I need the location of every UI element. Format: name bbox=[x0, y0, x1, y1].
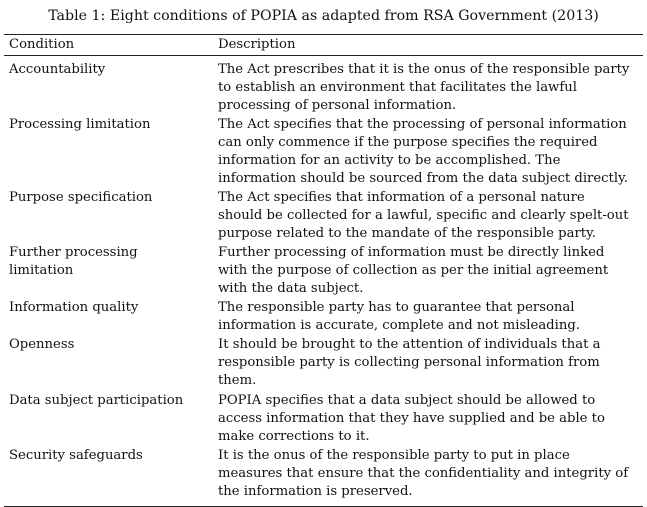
description-line: access information that they have supplied and be able to bbox=[218, 410, 605, 426]
description-line: to establish an environment that facilitates the lawful bbox=[218, 79, 577, 95]
table-caption: Table 1: Eight conditions of POPIA as adapted from RSA Government (2013) bbox=[48, 8, 599, 24]
description-cell bbox=[214, 336, 643, 390]
description-line: The Act specifies that information of a personal nature bbox=[218, 189, 585, 205]
header-condition: Condition bbox=[9, 37, 75, 52]
condition-line: Further processing bbox=[9, 245, 138, 261]
popia-conditions-table bbox=[4, 34, 643, 507]
condition-cell bbox=[4, 244, 214, 298]
condition-line: Purpose specification bbox=[9, 189, 153, 205]
description-line: responsible party is collecting personal information from bbox=[218, 355, 600, 371]
description-line: make corrections to it. bbox=[218, 428, 370, 444]
table-header-row bbox=[4, 35, 643, 56]
description-cell bbox=[214, 244, 643, 298]
description-line: purpose related to the mandate of the responsible party. bbox=[218, 225, 596, 241]
table-row bbox=[4, 446, 643, 501]
description-line: The responsible party has to guarantee that personal bbox=[218, 300, 575, 316]
description-line: measures that ensure that the confidentiality and integrity of bbox=[218, 465, 629, 481]
table-row bbox=[4, 391, 643, 446]
condition-cell bbox=[4, 336, 214, 390]
table-row bbox=[4, 115, 643, 188]
condition-cell bbox=[4, 447, 214, 501]
condition-line: Accountability bbox=[9, 61, 106, 77]
description-cell bbox=[214, 299, 643, 335]
description-line: The Act specifies that the processing of personal information bbox=[218, 116, 627, 132]
description-line: It should be brought to the attention of individuals that a bbox=[218, 337, 601, 353]
table-body bbox=[4, 56, 643, 506]
description-cell bbox=[214, 189, 643, 243]
condition-cell bbox=[4, 116, 214, 188]
condition-line: Openness bbox=[9, 337, 75, 353]
condition-cell bbox=[4, 61, 214, 115]
description-line: with the purpose of collection as per the initial agreement bbox=[218, 263, 609, 279]
description-line: information should be sourced from the data subject directly. bbox=[218, 170, 628, 186]
table-row bbox=[4, 299, 643, 336]
description-line: the information is preserved. bbox=[218, 483, 413, 499]
description-line: It is the onus of the responsible party to put in place bbox=[218, 447, 570, 463]
description-cell bbox=[214, 392, 643, 446]
condition-line: Data subject participation bbox=[9, 392, 184, 408]
condition-line: limitation bbox=[9, 263, 74, 279]
description-line: processing of personal information. bbox=[218, 97, 457, 113]
description-cell bbox=[214, 116, 643, 188]
description-line: POPIA specifies that a data subject should be allowed to bbox=[218, 392, 596, 408]
condition-line: Processing limitation bbox=[9, 116, 151, 132]
table-row bbox=[4, 244, 643, 299]
condition-line: Security safeguards bbox=[9, 447, 143, 463]
description-line: The Act prescribes that it is the onus of the responsible party bbox=[218, 61, 630, 77]
description-line: should be collected for a lawful, specific and clearly spelt-out bbox=[218, 207, 629, 223]
condition-cell bbox=[4, 189, 214, 243]
description-line: them. bbox=[218, 373, 257, 389]
description-line: can only commence if the purpose specifies the required bbox=[218, 134, 598, 150]
description-line: information is accurate, complete and not misleading. bbox=[218, 318, 580, 334]
table-row bbox=[4, 60, 643, 115]
condition-line: Information quality bbox=[9, 300, 139, 316]
description-cell bbox=[214, 447, 643, 501]
table-row bbox=[4, 336, 643, 391]
condition-cell bbox=[4, 299, 214, 335]
description-line: Further processing of information must be directly linked bbox=[218, 245, 605, 261]
table-row bbox=[4, 188, 643, 243]
description-line: with the data subject. bbox=[218, 281, 364, 297]
condition-cell bbox=[4, 392, 214, 446]
description-cell bbox=[214, 61, 643, 115]
header-description: Description bbox=[218, 37, 296, 52]
description-line: information for an activity to be accomplished. The bbox=[218, 152, 561, 168]
